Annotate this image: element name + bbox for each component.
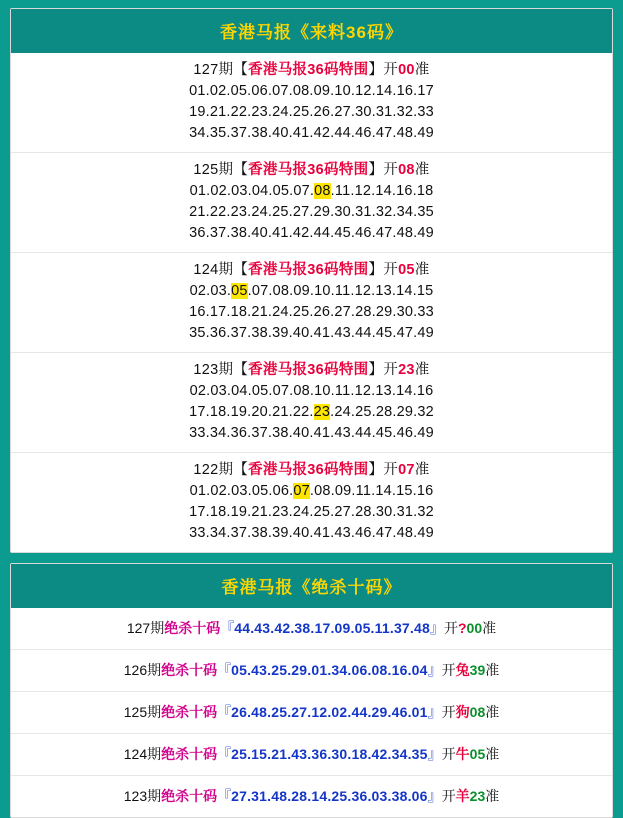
lailiao-row-title bbox=[11, 60, 612, 81]
juesha-label: 绝杀十码 bbox=[161, 704, 218, 720]
zhun-label: 准 bbox=[414, 162, 430, 178]
number-segment: 01.02.03.04.05.07. bbox=[189, 183, 315, 199]
juesha-label: 绝杀十码 bbox=[164, 620, 221, 636]
zodiac-label: ? bbox=[457, 620, 467, 636]
lailiao-row-list bbox=[11, 53, 612, 552]
highlighted-number: 05 bbox=[231, 283, 248, 299]
juesha-row bbox=[11, 692, 612, 734]
juesha-numbers: 44.43.42.38.17.09.05.11.37.48 bbox=[234, 620, 430, 636]
bracket-close: 】 bbox=[368, 462, 384, 478]
kai-label: 开 bbox=[383, 462, 399, 478]
number-line bbox=[11, 523, 612, 544]
number-segment: 01.02.05.06.07.08.09.10.12.14.16.17 bbox=[189, 83, 434, 99]
number-segment: 33.34.36.37.38.40.41.43.44.45.46.49 bbox=[189, 425, 434, 441]
period-label: 123期 bbox=[193, 362, 234, 378]
lailiao-row-title bbox=[11, 260, 612, 281]
card-header-lailiao-36: 香港马报《来料36码》 bbox=[11, 9, 612, 53]
period-label: 124期 bbox=[123, 746, 162, 762]
number-line bbox=[11, 481, 612, 502]
open-number: 05 bbox=[398, 262, 415, 278]
bracket-close: 】 bbox=[368, 362, 384, 378]
bracket-open: 【 bbox=[233, 62, 249, 78]
number-line bbox=[11, 181, 612, 202]
bracket-close: 】 bbox=[368, 162, 384, 178]
zhun-label: 准 bbox=[414, 62, 430, 78]
kai-label: 开 bbox=[383, 362, 399, 378]
zhun-label: 准 bbox=[485, 704, 500, 720]
bracket-open: 【 bbox=[233, 162, 249, 178]
kai-label: 开 bbox=[383, 162, 399, 178]
number-line bbox=[11, 81, 612, 102]
zhun-label: 准 bbox=[485, 746, 500, 762]
number-line bbox=[11, 223, 612, 244]
number-line bbox=[11, 502, 612, 523]
juesha-numbers: 05.43.25.29.01.34.06.08.16.04 bbox=[231, 662, 428, 678]
kai-label: 开 bbox=[441, 788, 456, 804]
number-segment: .07.08.09.10.11.12.13.14.15 bbox=[247, 283, 434, 299]
kai-label: 开 bbox=[383, 62, 399, 78]
quote-close: 』 bbox=[429, 620, 444, 636]
brand-label: 香港马报36码特围 bbox=[248, 362, 369, 378]
quote-close: 』 bbox=[427, 662, 442, 678]
period-label: 124期 bbox=[193, 262, 234, 278]
juesha-row bbox=[11, 608, 612, 650]
kai-label: 开 bbox=[383, 262, 399, 278]
zodiac-label: 牛 bbox=[455, 746, 470, 762]
number-line bbox=[11, 323, 612, 344]
kai-label: 开 bbox=[441, 704, 456, 720]
number-segment: 02.03.04.05.07.08.10.11.12.13.14.16 bbox=[189, 383, 434, 399]
number-line bbox=[11, 423, 612, 444]
number-segment: 36.37.38.40.41.42.44.45.46.47.48.49 bbox=[189, 225, 434, 241]
juesha-numbers: 26.48.25.27.12.02.44.29.46.01 bbox=[231, 704, 428, 720]
juesha-label: 绝杀十码 bbox=[161, 788, 218, 804]
zhun-label: 准 bbox=[485, 662, 500, 678]
quote-open: 『 bbox=[217, 788, 232, 804]
number-segment: .24.25.28.29.32 bbox=[330, 404, 434, 420]
result-number: 00 bbox=[466, 620, 483, 636]
quote-close: 』 bbox=[427, 704, 442, 720]
lailiao-row bbox=[11, 53, 612, 153]
quote-open: 『 bbox=[217, 662, 232, 678]
zhun-label: 准 bbox=[485, 788, 500, 804]
juesha-numbers: 27.31.48.28.14.25.36.03.38.06 bbox=[231, 788, 428, 804]
period-label: 123期 bbox=[123, 788, 162, 804]
open-number: 08 bbox=[398, 162, 415, 178]
number-line bbox=[11, 381, 612, 402]
zodiac-label: 羊 bbox=[455, 788, 470, 804]
zodiac-label: 狗 bbox=[455, 704, 470, 720]
brand-label: 香港马报36码特围 bbox=[248, 262, 369, 278]
number-segment: 01.02.03.05.06. bbox=[189, 483, 294, 499]
zhun-label: 准 bbox=[482, 620, 497, 636]
period-label: 127期 bbox=[126, 620, 165, 636]
result-number: 05 bbox=[469, 746, 486, 762]
lailiao-row-title bbox=[11, 460, 612, 481]
number-line bbox=[11, 402, 612, 423]
bracket-close: 】 bbox=[368, 62, 384, 78]
bracket-open: 【 bbox=[233, 462, 249, 478]
period-label: 125期 bbox=[193, 162, 234, 178]
result-number: 08 bbox=[469, 704, 486, 720]
open-number: 23 bbox=[398, 362, 415, 378]
card-header-juesha-10: 香港马报《绝杀十码》 bbox=[11, 564, 612, 608]
juesha-row bbox=[11, 776, 612, 817]
lailiao-row-title bbox=[11, 160, 612, 181]
period-label: 126期 bbox=[123, 662, 162, 678]
card-lailiao-36 bbox=[10, 8, 613, 553]
quote-close: 』 bbox=[427, 746, 442, 762]
bracket-open: 【 bbox=[233, 362, 249, 378]
brand-label: 香港马报36码特围 bbox=[248, 62, 369, 78]
number-line bbox=[11, 123, 612, 144]
number-segment: .08.09.11.14.15.16 bbox=[309, 483, 434, 499]
open-number: 07 bbox=[398, 462, 415, 478]
juesha-row bbox=[11, 650, 612, 692]
bracket-close: 】 bbox=[368, 262, 384, 278]
number-segment: 19.21.22.23.24.25.26.27.30.31.32.33 bbox=[189, 104, 434, 120]
quote-open: 『 bbox=[217, 704, 232, 720]
number-segment: 17.18.19.21.23.24.25.27.28.30.31.32 bbox=[189, 504, 434, 520]
kai-label: 开 bbox=[441, 662, 456, 678]
quote-close: 』 bbox=[427, 788, 442, 804]
highlighted-number: 07 bbox=[293, 483, 310, 499]
number-segment: .11.12.14.16.18 bbox=[330, 183, 434, 199]
number-segment: 34.35.37.38.40.41.42.44.46.47.48.49 bbox=[189, 125, 434, 141]
juesha-row bbox=[11, 734, 612, 776]
period-label: 122期 bbox=[193, 462, 234, 478]
lailiao-row-title bbox=[11, 360, 612, 381]
period-label: 125期 bbox=[123, 704, 162, 720]
number-segment: 17.18.19.20.21.22. bbox=[189, 404, 314, 420]
zhun-label: 准 bbox=[414, 462, 430, 478]
brand-label: 香港马报36码特围 bbox=[248, 462, 369, 478]
open-number: 00 bbox=[398, 62, 415, 78]
quote-open: 『 bbox=[220, 620, 235, 636]
number-segment: 16.17.18.21.24.25.26.27.28.29.30.33 bbox=[189, 304, 434, 320]
number-segment: 35.36.37.38.39.40.41.43.44.45.47.49 bbox=[189, 325, 434, 341]
quote-open: 『 bbox=[217, 746, 232, 762]
zodiac-label: 兔 bbox=[455, 662, 470, 678]
lailiao-row bbox=[11, 153, 612, 253]
result-number: 39 bbox=[469, 662, 486, 678]
highlighted-number: 23 bbox=[313, 404, 331, 420]
number-line bbox=[11, 302, 612, 323]
kai-label: 开 bbox=[441, 746, 456, 762]
card-juesha-10 bbox=[10, 563, 613, 818]
zhun-label: 准 bbox=[414, 362, 430, 378]
juesha-row-list bbox=[11, 608, 612, 817]
period-label: 127期 bbox=[193, 62, 234, 78]
juesha-numbers: 25.15.21.43.36.30.18.42.34.35 bbox=[231, 746, 428, 762]
zhun-label: 准 bbox=[414, 262, 430, 278]
kai-label: 开 bbox=[443, 620, 458, 636]
number-segment: 02.03. bbox=[189, 283, 232, 299]
lailiao-row bbox=[11, 353, 612, 453]
number-line bbox=[11, 202, 612, 223]
brand-label: 香港马报36码特围 bbox=[248, 162, 369, 178]
juesha-label: 绝杀十码 bbox=[161, 746, 218, 762]
lailiao-row bbox=[11, 453, 612, 552]
lailiao-row bbox=[11, 253, 612, 353]
number-segment: 33.34.37.38.39.40.41.43.46.47.48.49 bbox=[189, 525, 434, 541]
number-line bbox=[11, 281, 612, 302]
juesha-label: 绝杀十码 bbox=[161, 662, 218, 678]
number-line bbox=[11, 102, 612, 123]
number-segment: 21.22.23.24.25.27.29.30.31.32.34.35 bbox=[189, 204, 434, 220]
highlighted-number: 08 bbox=[314, 183, 331, 199]
bracket-open: 【 bbox=[233, 262, 249, 278]
result-number: 23 bbox=[469, 788, 486, 804]
